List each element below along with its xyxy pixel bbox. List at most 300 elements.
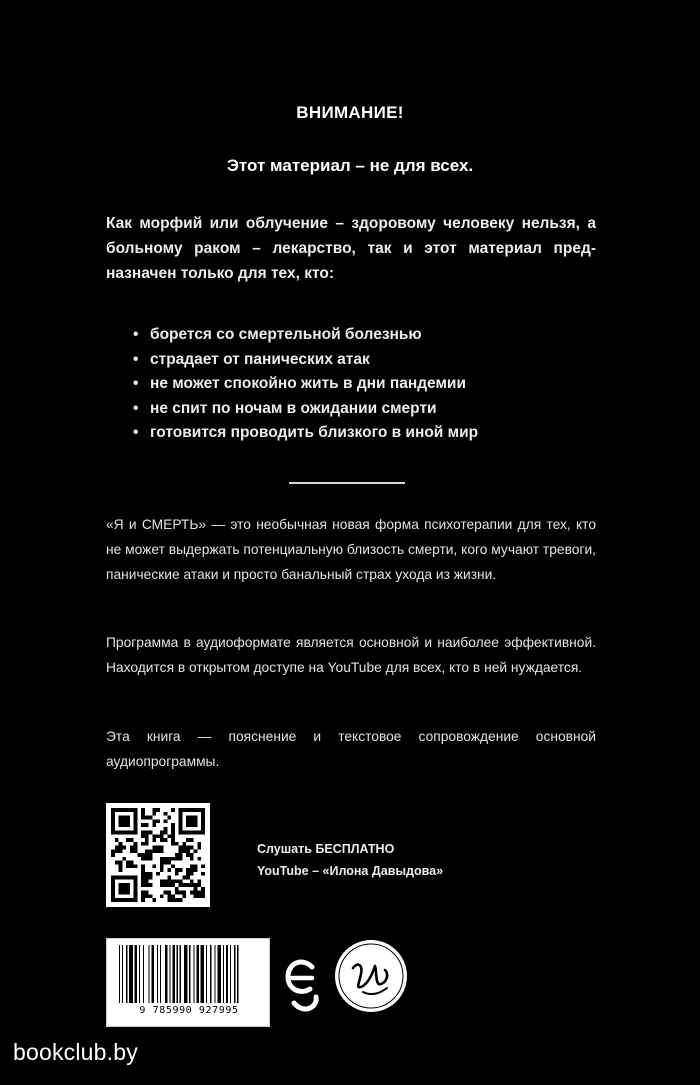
qr-module bbox=[111, 853, 115, 857]
barcode-bar bbox=[189, 945, 190, 1003]
qr-module bbox=[145, 842, 149, 846]
qr-module bbox=[119, 842, 123, 846]
qr-module bbox=[201, 894, 205, 898]
qr-module bbox=[122, 876, 126, 880]
qr-module bbox=[171, 879, 175, 883]
qr-module bbox=[115, 846, 119, 850]
imprint-logo bbox=[333, 938, 409, 1014]
qr-module bbox=[119, 849, 123, 853]
qr-module bbox=[149, 853, 153, 857]
qr-module bbox=[182, 891, 186, 895]
qr-module bbox=[119, 887, 123, 891]
qr-module bbox=[122, 883, 126, 887]
qr-module bbox=[190, 831, 194, 835]
qr-module bbox=[194, 864, 198, 868]
qr-module bbox=[126, 864, 130, 868]
qr-module bbox=[134, 879, 138, 883]
qr-module bbox=[152, 838, 156, 842]
qr-module bbox=[179, 819, 183, 823]
qr-module bbox=[186, 876, 190, 880]
qr-module bbox=[160, 864, 164, 868]
qr-module bbox=[134, 812, 138, 816]
qr-module bbox=[179, 846, 183, 850]
barcode-bar bbox=[135, 945, 137, 1003]
qr-module bbox=[126, 898, 130, 902]
qr-module bbox=[126, 819, 130, 823]
qr-module bbox=[186, 816, 190, 820]
barcode-bar bbox=[237, 945, 238, 1003]
qr-module bbox=[145, 894, 149, 898]
qr-module bbox=[194, 891, 198, 895]
qr-module bbox=[167, 857, 171, 861]
qr-module bbox=[171, 834, 175, 838]
qr-module bbox=[115, 849, 119, 853]
qr-module bbox=[126, 808, 130, 812]
divider bbox=[289, 482, 405, 484]
isbn-barcode bbox=[106, 938, 270, 1027]
qr-module bbox=[141, 834, 145, 838]
qr-module bbox=[134, 819, 138, 823]
qr-module bbox=[171, 883, 175, 887]
qr-module bbox=[130, 861, 134, 865]
qr-module bbox=[145, 883, 149, 887]
qr-module bbox=[126, 816, 130, 820]
qr-module bbox=[197, 842, 201, 846]
qr-module bbox=[111, 887, 115, 891]
qr-module bbox=[115, 898, 119, 902]
qr-module bbox=[179, 816, 183, 820]
bullet-icon: • bbox=[133, 424, 139, 441]
qr-module bbox=[126, 861, 130, 865]
book-purpose-paragraph: Эта книга — пояснение и текстовое сопровождение основной аудиопрограммы. bbox=[106, 729, 596, 769]
qr-module bbox=[156, 834, 160, 838]
qr-module bbox=[164, 883, 168, 887]
qr-module bbox=[111, 898, 115, 902]
qr-module bbox=[134, 823, 138, 827]
qr-module bbox=[111, 816, 115, 820]
barcode-bar bbox=[180, 945, 181, 1003]
qr-module bbox=[160, 868, 164, 872]
qr-module bbox=[122, 857, 126, 861]
qr-module bbox=[134, 831, 138, 835]
qr-module bbox=[156, 846, 160, 850]
qr-module bbox=[175, 887, 179, 891]
qr-module bbox=[171, 831, 175, 835]
qr-module bbox=[141, 823, 145, 827]
barcode-bar bbox=[160, 945, 161, 1003]
qr-module bbox=[186, 831, 190, 835]
bullet-icon: • bbox=[133, 350, 139, 368]
qr-module bbox=[111, 891, 115, 895]
qr-module bbox=[175, 898, 179, 902]
qr-module bbox=[141, 883, 145, 887]
barcode-bar bbox=[184, 945, 188, 1003]
barcode-bar bbox=[148, 945, 149, 1003]
qr-module bbox=[160, 849, 164, 853]
qr-module bbox=[190, 879, 194, 883]
barcode-bar bbox=[193, 945, 194, 1003]
qr-module bbox=[134, 883, 138, 887]
qr-module bbox=[145, 849, 149, 853]
qr-module bbox=[156, 819, 160, 823]
qr-module bbox=[152, 819, 156, 823]
qr-module bbox=[171, 838, 175, 842]
qr-module bbox=[122, 846, 126, 850]
qr-module bbox=[122, 887, 126, 891]
qr-module bbox=[190, 838, 194, 842]
qr-module bbox=[160, 894, 164, 898]
bullet-icon: • bbox=[133, 326, 139, 343]
qr-module bbox=[111, 894, 115, 898]
barcode-digits: 9 785990 927995 bbox=[139, 1005, 239, 1016]
qr-module bbox=[160, 857, 164, 861]
qr-module bbox=[149, 816, 153, 820]
qr-module bbox=[141, 831, 145, 835]
barcode-icon bbox=[119, 945, 259, 1003]
qr-module bbox=[164, 812, 168, 816]
qr-module bbox=[130, 831, 134, 835]
qr-module bbox=[167, 876, 171, 880]
barcode-bar bbox=[165, 945, 167, 1003]
qr-module bbox=[194, 816, 198, 820]
qr-module bbox=[145, 838, 149, 842]
qr-module bbox=[126, 876, 130, 880]
attention-heading: ВНИМАНИЕ! bbox=[296, 103, 404, 122]
youtube-channel-label: YouTube – «Илона Давыдова» bbox=[257, 864, 444, 878]
barcode-bar bbox=[177, 945, 178, 1003]
qr-module bbox=[122, 808, 126, 812]
qr-module bbox=[194, 808, 198, 812]
qr-code-icon bbox=[111, 808, 205, 902]
qr-module bbox=[160, 834, 164, 838]
qr-module bbox=[171, 808, 175, 812]
barcode-bar bbox=[223, 945, 224, 1003]
qr-module bbox=[179, 853, 183, 857]
subtitle-heading: Этот материал – не для всех. bbox=[226, 156, 474, 175]
qr-module bbox=[141, 857, 145, 861]
qr-module bbox=[152, 864, 156, 868]
qr-module bbox=[197, 883, 201, 887]
barcode-bar bbox=[234, 945, 235, 1003]
qr-module bbox=[122, 819, 126, 823]
qr-module bbox=[190, 823, 194, 827]
qr-module bbox=[141, 872, 145, 876]
audio-format-paragraph: Программа в аудиоформате является основной и наиболее эффективной. Находится в открытом доступе на YouTube для всех, кто в ней нуждается. bbox=[106, 635, 596, 675]
qr-module bbox=[201, 812, 205, 816]
qr-module bbox=[141, 842, 145, 846]
barcode-bar bbox=[129, 945, 133, 1003]
qr-module bbox=[190, 846, 194, 850]
qr-module bbox=[171, 894, 175, 898]
qr-module bbox=[119, 883, 123, 887]
qr-module bbox=[145, 879, 149, 883]
qr-module bbox=[126, 831, 130, 835]
eksmo-logo-icon bbox=[282, 945, 324, 1023]
qr-module bbox=[149, 831, 153, 835]
qr-module bbox=[164, 879, 168, 883]
qr-module bbox=[179, 891, 183, 895]
qr-module bbox=[115, 876, 119, 880]
qr-module bbox=[130, 846, 134, 850]
qr-module bbox=[130, 898, 134, 902]
qr-module bbox=[134, 846, 138, 850]
qr-module bbox=[186, 853, 190, 857]
qr-module bbox=[126, 838, 130, 842]
qr-module bbox=[111, 879, 115, 883]
qr-module bbox=[182, 849, 186, 853]
qr-code[interactable] bbox=[106, 803, 210, 907]
qr-module bbox=[141, 879, 145, 883]
qr-module bbox=[119, 816, 123, 820]
qr-module bbox=[141, 891, 145, 895]
qr-module bbox=[119, 876, 123, 880]
qr-module bbox=[160, 883, 164, 887]
qr-module bbox=[141, 853, 145, 857]
qr-module bbox=[141, 868, 145, 872]
qr-module bbox=[145, 834, 149, 838]
qr-module bbox=[171, 842, 175, 846]
qr-module bbox=[186, 823, 190, 827]
qr-module bbox=[186, 883, 190, 887]
qr-module bbox=[179, 831, 183, 835]
qr-module bbox=[141, 876, 145, 880]
qr-module bbox=[194, 894, 198, 898]
qr-module bbox=[182, 876, 186, 880]
qr-module bbox=[130, 876, 134, 880]
barcode-bar bbox=[139, 945, 140, 1003]
qr-module bbox=[201, 808, 205, 812]
qr-module bbox=[137, 853, 141, 857]
qr-module bbox=[126, 887, 130, 891]
barcode-bar bbox=[214, 945, 215, 1003]
qr-module bbox=[160, 879, 164, 883]
qr-module bbox=[190, 891, 194, 895]
qr-module bbox=[179, 808, 183, 812]
qr-module bbox=[122, 891, 126, 895]
qr-module bbox=[149, 872, 153, 876]
qr-module bbox=[167, 894, 171, 898]
qr-module bbox=[141, 894, 145, 898]
qr-module bbox=[152, 823, 156, 827]
qr-module bbox=[115, 861, 119, 865]
qr-module bbox=[197, 846, 201, 850]
qr-module bbox=[194, 849, 198, 853]
qr-module bbox=[134, 887, 138, 891]
qr-module bbox=[119, 861, 123, 865]
qr-module bbox=[122, 816, 126, 820]
qr-module bbox=[141, 816, 145, 820]
qr-module bbox=[149, 894, 153, 898]
qr-module bbox=[130, 808, 134, 812]
qr-module bbox=[149, 876, 153, 880]
qr-module bbox=[111, 808, 115, 812]
qr-module bbox=[160, 861, 164, 865]
qr-module bbox=[167, 834, 171, 838]
publisher-logo bbox=[282, 945, 324, 1023]
qr-module bbox=[122, 898, 126, 902]
qr-module bbox=[190, 864, 194, 868]
barcode-bar bbox=[226, 945, 228, 1003]
barcode-bar bbox=[206, 945, 207, 1003]
qr-module bbox=[194, 823, 198, 827]
qr-module bbox=[190, 857, 194, 861]
qr-module bbox=[171, 898, 175, 902]
qr-module bbox=[186, 868, 190, 872]
qr-module bbox=[190, 872, 194, 876]
qr-module bbox=[175, 872, 179, 876]
qr-module bbox=[179, 827, 183, 831]
qr-module bbox=[111, 849, 115, 853]
qr-module bbox=[141, 808, 145, 812]
qr-module bbox=[164, 857, 168, 861]
qr-module bbox=[194, 883, 198, 887]
qr-module bbox=[156, 808, 160, 812]
qr-module bbox=[111, 883, 115, 887]
barcode-bar bbox=[122, 945, 123, 1003]
qr-module bbox=[122, 831, 126, 835]
qr-module bbox=[111, 827, 115, 831]
qr-module bbox=[134, 864, 138, 868]
qr-module bbox=[194, 819, 198, 823]
qr-module bbox=[145, 872, 149, 876]
qr-module bbox=[179, 812, 183, 816]
qr-module bbox=[175, 857, 179, 861]
qr-module bbox=[197, 857, 201, 861]
qr-module bbox=[201, 831, 205, 835]
list-item: • не может спокойно жить в дни пандемии bbox=[133, 372, 593, 397]
barcode-bar bbox=[230, 945, 231, 1003]
qr-module bbox=[134, 894, 138, 898]
qr-module bbox=[145, 853, 149, 857]
qr-module bbox=[201, 872, 205, 876]
qr-module bbox=[156, 849, 160, 853]
qr-module bbox=[201, 827, 205, 831]
qr-module bbox=[145, 823, 149, 827]
listen-info bbox=[257, 838, 443, 882]
qr-module bbox=[201, 887, 205, 891]
qr-module bbox=[164, 819, 168, 823]
barcode-bar bbox=[143, 945, 144, 1003]
qr-module bbox=[197, 808, 201, 812]
qr-module bbox=[160, 846, 164, 850]
qr-module bbox=[194, 831, 198, 835]
qr-module bbox=[197, 891, 201, 895]
qr-module bbox=[167, 883, 171, 887]
barcode-bar bbox=[169, 945, 170, 1003]
qr-module bbox=[119, 831, 123, 835]
qr-module bbox=[111, 819, 115, 823]
qr-module bbox=[134, 849, 138, 853]
qr-module bbox=[152, 849, 156, 853]
audience-list bbox=[133, 323, 593, 446]
barcode-bar bbox=[201, 945, 205, 1003]
qr-module bbox=[134, 842, 138, 846]
qr-module bbox=[119, 819, 123, 823]
qr-module bbox=[160, 831, 164, 835]
qr-module bbox=[126, 823, 130, 827]
qr-module bbox=[119, 823, 123, 827]
qr-module bbox=[190, 808, 194, 812]
qr-module bbox=[152, 812, 156, 816]
qr-module bbox=[149, 857, 153, 861]
qr-module bbox=[186, 819, 190, 823]
site-watermark: bookclub.by bbox=[13, 1039, 138, 1065]
qr-module bbox=[115, 838, 119, 842]
qr-module bbox=[167, 816, 171, 820]
qr-module bbox=[160, 838, 164, 842]
qr-module bbox=[167, 898, 171, 902]
qr-module bbox=[126, 891, 130, 895]
qr-module bbox=[179, 857, 183, 861]
qr-module bbox=[134, 876, 138, 880]
qr-module bbox=[111, 831, 115, 835]
qr-module bbox=[119, 891, 123, 895]
qr-module bbox=[179, 879, 183, 883]
qr-module bbox=[167, 861, 171, 865]
list-item: • борется со смертельной болезнью bbox=[133, 323, 593, 348]
qr-module bbox=[119, 808, 123, 812]
qr-module bbox=[141, 812, 145, 816]
qr-module bbox=[152, 808, 156, 812]
qr-module bbox=[164, 827, 168, 831]
qr-module bbox=[167, 891, 171, 895]
barcode-bar bbox=[151, 945, 153, 1003]
qr-module bbox=[156, 872, 160, 876]
qr-module bbox=[201, 891, 205, 895]
list-item: • страдает от панических атак bbox=[133, 348, 593, 373]
qr-module bbox=[164, 891, 168, 895]
qr-module bbox=[201, 819, 205, 823]
qr-module bbox=[130, 864, 134, 868]
qr-module bbox=[130, 849, 134, 853]
qr-module bbox=[175, 879, 179, 883]
qr-module bbox=[190, 853, 194, 857]
barcode-bar bbox=[126, 945, 127, 1003]
qr-module bbox=[145, 816, 149, 820]
qr-module bbox=[175, 891, 179, 895]
qr-module bbox=[179, 883, 183, 887]
qr-module bbox=[182, 842, 186, 846]
qr-module bbox=[111, 812, 115, 816]
barcode-bar bbox=[157, 945, 158, 1003]
qr-module bbox=[145, 831, 149, 835]
qr-module bbox=[197, 894, 201, 898]
qr-module bbox=[134, 816, 138, 820]
barcode-bar bbox=[210, 945, 211, 1003]
qr-module bbox=[167, 879, 171, 883]
qr-module bbox=[175, 853, 179, 857]
qr-module bbox=[190, 816, 194, 820]
qr-module bbox=[201, 823, 205, 827]
qr-module bbox=[201, 864, 205, 868]
qr-module bbox=[164, 861, 168, 865]
qr-module bbox=[194, 868, 198, 872]
qr-module bbox=[134, 891, 138, 895]
description-paragraph: «Я и СМЕРТЬ» — это необычная новая форма психотерапии для тех, кто не может выдержать потенциальную близость смерти, кого мучают тревоги, панические атаки и просто банальный страх ухода из жизни. bbox=[106, 517, 596, 582]
qr-module bbox=[179, 868, 183, 872]
qr-module bbox=[182, 894, 186, 898]
barcode-bar bbox=[217, 945, 221, 1003]
qr-module bbox=[115, 831, 119, 835]
qr-module bbox=[141, 864, 145, 868]
barcode-bar bbox=[172, 945, 174, 1003]
qr-module bbox=[145, 857, 149, 861]
qr-module bbox=[171, 827, 175, 831]
qr-module bbox=[186, 808, 190, 812]
qr-module bbox=[152, 834, 156, 838]
qr-module bbox=[171, 823, 175, 827]
qr-module bbox=[197, 879, 201, 883]
